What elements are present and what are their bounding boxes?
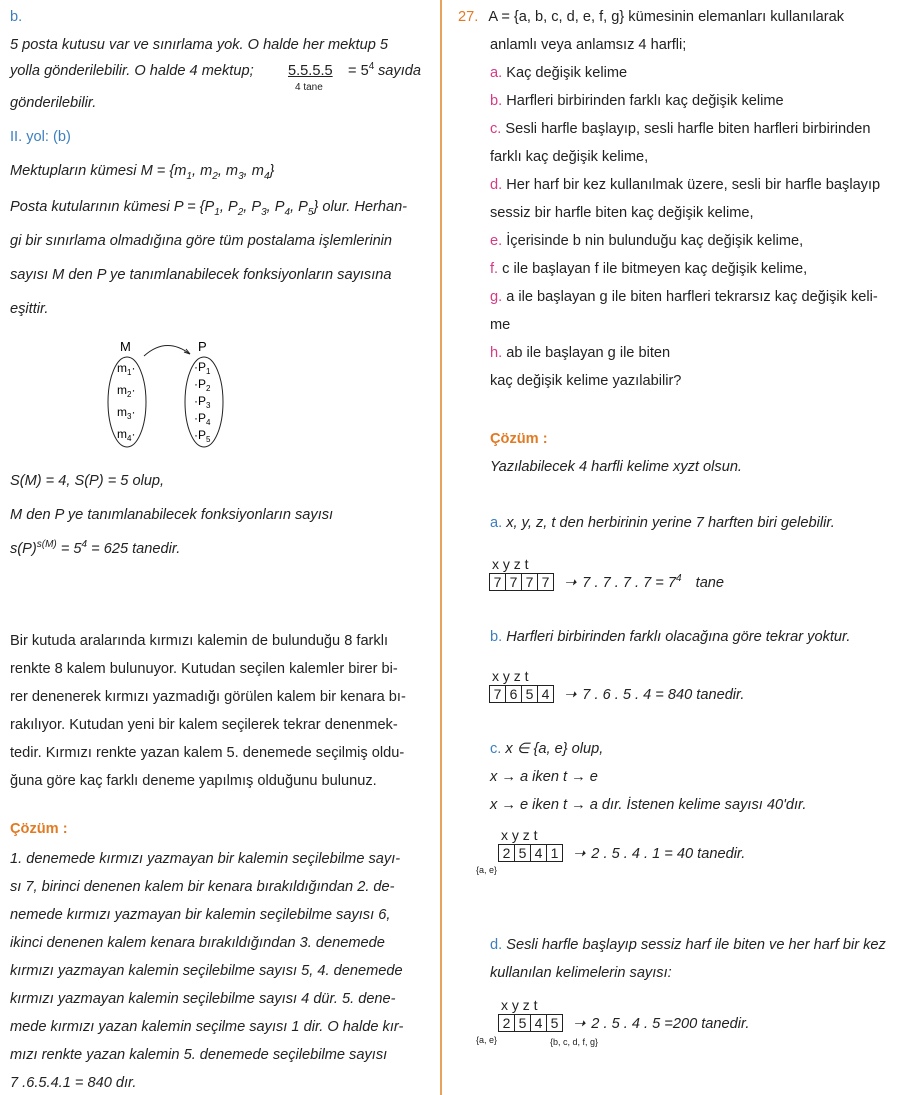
question-item-h-cont: kaç değişik kelime yazılabilir? [490, 373, 682, 389]
set-element: $m_3\cdot$ [117, 405, 136, 421]
result-text: 7 . 7 . 7 . 7 = 7 [582, 575, 677, 591]
digit-box: 7 [490, 574, 506, 590]
item-text: ab ile başlayan g ile biten [506, 345, 671, 361]
p-items [194, 360, 211, 444]
question-line: renkte 8 kalem bulunuyor. Kutudan seçilen kalemler birer bi- [10, 661, 398, 677]
question-item-g [490, 288, 878, 306]
digit-box: 2 [499, 1015, 515, 1031]
question-line: tedir. Kırmızı renkte yazan kalem 5. denemede seçilmiş oldu- [10, 745, 405, 761]
solution-d [490, 936, 886, 954]
b-label: b. [10, 9, 23, 25]
item-label: a. [490, 515, 503, 531]
variables-xyzt: x y z t [501, 997, 538, 1013]
set-element: $m_1\cdot$ [117, 361, 136, 377]
exponent: 4 [676, 573, 682, 585]
item-text: Sesli harfle başlayıp sessiz harf ile biten ve her harf bir kez [506, 937, 886, 953]
set-subscript-right: {b, c, d, f, g} [550, 1037, 599, 1047]
digit-box: 4 [541, 686, 550, 702]
solution-line: ikinci denenen kalem kenara bırakıldığından 3. denemede [10, 935, 385, 951]
item-text: Harfleri birbirinden farklı olacağına göre tekrar yoktur. [506, 629, 851, 645]
item-label: c. [490, 741, 502, 757]
text-line: sayısı M den P ye tanımlanabilecek fonksiyonların sayısına [10, 267, 392, 283]
item-label: f. [490, 261, 499, 277]
solution-c-line2: x → a iken t → e [490, 769, 598, 785]
text-span: = 625 tanedir. [91, 541, 181, 557]
text-line: gi bir sınırlama olmadığına göre tüm postalama işlemlerinin [10, 233, 393, 249]
variables-xyzt: x y z t [492, 668, 529, 684]
question-line: rakılıyor. Kutudan yeni bir kalem seçilerek tekrar denenmek- [10, 717, 398, 733]
set-element: $\cdot P_3$ [194, 394, 211, 410]
text-span: yolla gönderilebilir. O halde 4 mektup; [10, 63, 254, 79]
digit-box: 4 [531, 845, 547, 861]
arrow-icon: ➝ [564, 575, 577, 591]
solution-a-calc [489, 573, 724, 592]
item-text: c ile başlayan f ile bitmeyen kaç değişik kelime, [502, 261, 808, 277]
variables-xyzt: x y z t [501, 827, 538, 843]
text-line: anlamlı veya anlamsız 4 harfli; [490, 37, 687, 53]
result-text: 2 . 5 . 4 . 5 =200 tanedir. [591, 1016, 750, 1032]
function-diagram [102, 336, 232, 454]
item-text: Harfleri birbirinden farklı kaç değişik kelime [506, 93, 784, 109]
power-expr [348, 62, 374, 80]
arrow-icon: ➝ [564, 687, 577, 703]
text-line-product [10, 62, 422, 80]
item-label: h. [490, 345, 503, 361]
set-subscript: {a, e} [476, 865, 498, 875]
solution-intro: Yazılabilecek 4 harfli kelime xyzt olsun. [490, 459, 742, 475]
solution-d-line2: kullanılan kelimelerin sayısı: [490, 965, 672, 981]
question-item-c-cont: farklı kaç değişik kelime, [490, 149, 649, 165]
solution-line: nemede kırmızı yazmayan bir kalemin seçilebilme sayısı 6, [10, 907, 391, 923]
text-span: } olur. Herhan- [313, 199, 408, 215]
text-span: A = {a, b, c, d, e, f, g} kümesinin elemanları kullanılarak [488, 9, 845, 25]
digit-boxes [498, 844, 563, 862]
text-line: M den P ye tanımlanabilecek fonksiyonların sayısı [10, 507, 334, 523]
solution-c-line3: x → e iken t → a dır. İstenen kelime sayısı 40'dır. [490, 797, 807, 813]
digit-box: 6 [506, 686, 522, 702]
sayida-text: sayıda [378, 63, 421, 79]
digit-box: 7 [541, 574, 550, 590]
question-item-h [490, 344, 670, 362]
solution-b-calc [489, 685, 744, 704]
text-line: 5 posta kutusu var ve sınırlama yok. O halde her mektup 5 [10, 37, 389, 53]
question-line: Bir kutuda aralarında kırmızı kalemin de bulunduğu 8 farklı [10, 633, 389, 649]
digit-box: 1 [550, 845, 559, 861]
question-item-c [490, 120, 870, 138]
solution-b [490, 628, 850, 646]
result-text: 2 . 5 . 4 . 1 = 40 tanedir. [591, 846, 746, 862]
variables-xyzt: x y z t [492, 556, 529, 572]
set-element: $m_2\cdot$ [117, 383, 136, 399]
item-label: d. [490, 177, 503, 193]
digit-box: 7 [522, 574, 538, 590]
product-expr: 5.5.5.5 [288, 63, 333, 79]
digit-boxes [498, 1014, 563, 1032]
item-text: Sesli harfle başlayıp, sesli harfle biten harfleri birbirinden [505, 121, 871, 137]
question-item-g-cont: me [490, 317, 511, 333]
item-label: a. [490, 65, 503, 81]
second-method-title: II. yol: (b) [10, 129, 71, 145]
m-label: M [120, 339, 131, 354]
digit-box: 7 [506, 574, 522, 590]
set-element: $\cdot P_2$ [194, 377, 211, 393]
p-label: P [198, 339, 207, 354]
digit-boxes [489, 685, 554, 703]
four-tane-label: 4 tane [295, 82, 323, 93]
tail-text: tane [695, 575, 725, 591]
letters-set-line: Mektupların kümesi $M = \{m_1$, $m_2$, $m_3$, $m_4$} [10, 163, 275, 182]
solution-line: mızı renkte yazan kalemin 5. denemede seçilebilme sayısı [10, 1047, 388, 1063]
text-span: Mektupların kümesi M = {m [10, 163, 187, 179]
digit-box: 5 [550, 1015, 559, 1031]
digit-boxes [489, 573, 554, 591]
arrow-icon: ➝ [573, 1016, 586, 1032]
item-text: Kaç değişik kelime [506, 65, 628, 81]
item-text: Her harf bir kez kullanılmak üzere, sesli bir harfle başlayıp [506, 177, 881, 193]
solution-line: mede kırmızı yazan kalemin seçilme sayısı 1 dir. O halde kır- [10, 1019, 404, 1035]
set-element: $\cdot P_5$ [194, 428, 211, 444]
solution-d-calc [498, 1014, 749, 1033]
digit-box: 5 [515, 1015, 531, 1031]
question-item-f [490, 260, 807, 278]
item-label: b. [490, 93, 503, 109]
text-line: eşittir. [10, 301, 49, 317]
eq-text: = 5 [348, 63, 369, 79]
solution-line: kırmızı yazmayan kalemin seçilebilme sayısı 4 dür. 5. dene- [10, 991, 396, 1007]
m-items [117, 361, 135, 443]
result-line: $s(P)^{s(M)} = 5^4 = 625$ tanedir. [10, 539, 181, 557]
item-label: b. [490, 629, 503, 645]
set-subscript-left: {a, e} [476, 1035, 498, 1045]
boxes-set-line: Posta kutularının kümesi $P = \{P_1$, $P_2$, $P_3$, $P_4$, $P_5$} olur. Herhan- [10, 199, 408, 218]
set-element: $\cdot P_4$ [194, 411, 211, 427]
solution-heading: Çözüm : [490, 431, 548, 447]
solution-c [490, 740, 603, 758]
text-span: Posta kutularının kümesi P = {P [10, 199, 215, 215]
set-element: $m_4\cdot$ [117, 427, 136, 443]
text-line: gönderilebilir. [10, 95, 97, 111]
solution-line: sı 7, birinci denenen kalem bir kenara bırakıldığından 2. de- [10, 879, 395, 895]
solution-line: 7 .6.5.4.1 = 840 dır. [10, 1075, 137, 1091]
digit-box: 5 [515, 845, 531, 861]
exponent: 4 [368, 61, 375, 73]
question-item-a [490, 64, 627, 82]
item-text: a ile başlayan g ile biten harfleri tekrarsız kaç değişik keli- [506, 289, 878, 305]
question-line: ğuna göre kaç farklı deneme yapılmış olduğunu bulunuz. [10, 773, 377, 789]
item-label: d. [490, 937, 503, 953]
question-27-line [458, 8, 844, 26]
item-text: x ∈ {a, e} olup, [505, 741, 604, 757]
question-item-b [490, 92, 784, 110]
arrow-icon: ➝ [573, 846, 586, 862]
digit-box: 7 [490, 686, 506, 702]
result-text: 7 . 6 . 5 . 4 = 840 tanedir. [582, 687, 745, 703]
solution-c-calc [498, 844, 745, 863]
mapping-arrow [144, 345, 190, 356]
solution-line: 1. denemede kırmızı yazmayan bir kalemin seçilebilme sayı- [10, 851, 401, 867]
solution-line: kırmızı yazmayan kalemin seçilebilme sayısı 5, 4. denemede [10, 963, 403, 979]
item-text: İçerisinde b nin bulunduğu kaç değişik kelime, [506, 233, 804, 249]
question-item-d [490, 176, 880, 194]
item-text: x, y, z, t den herbirinin yerine 7 harften biri gelebilir. [506, 515, 835, 531]
question-line: rer denenerek kırmızı yazmadığı görülen kalem bir kenara bı- [10, 689, 406, 705]
solution-a [490, 514, 835, 532]
text-line: S(M) = 4, S(P) = 5 olup, [10, 473, 165, 489]
digit-box: 4 [531, 1015, 547, 1031]
item-label: g. [490, 289, 503, 305]
item-label: c. [490, 121, 502, 137]
digit-box: 5 [522, 686, 538, 702]
question-number: 27. [458, 9, 479, 25]
question-item-e [490, 232, 803, 250]
set-element: $\cdot P_1$ [194, 360, 211, 376]
digit-box: 2 [499, 845, 515, 861]
question-item-d-cont: sessiz bir harfle biten kaç değişik kelime, [490, 205, 754, 221]
column-divider [440, 0, 442, 1095]
item-label: e. [490, 233, 503, 249]
solution-heading: Çözüm : [10, 821, 68, 837]
